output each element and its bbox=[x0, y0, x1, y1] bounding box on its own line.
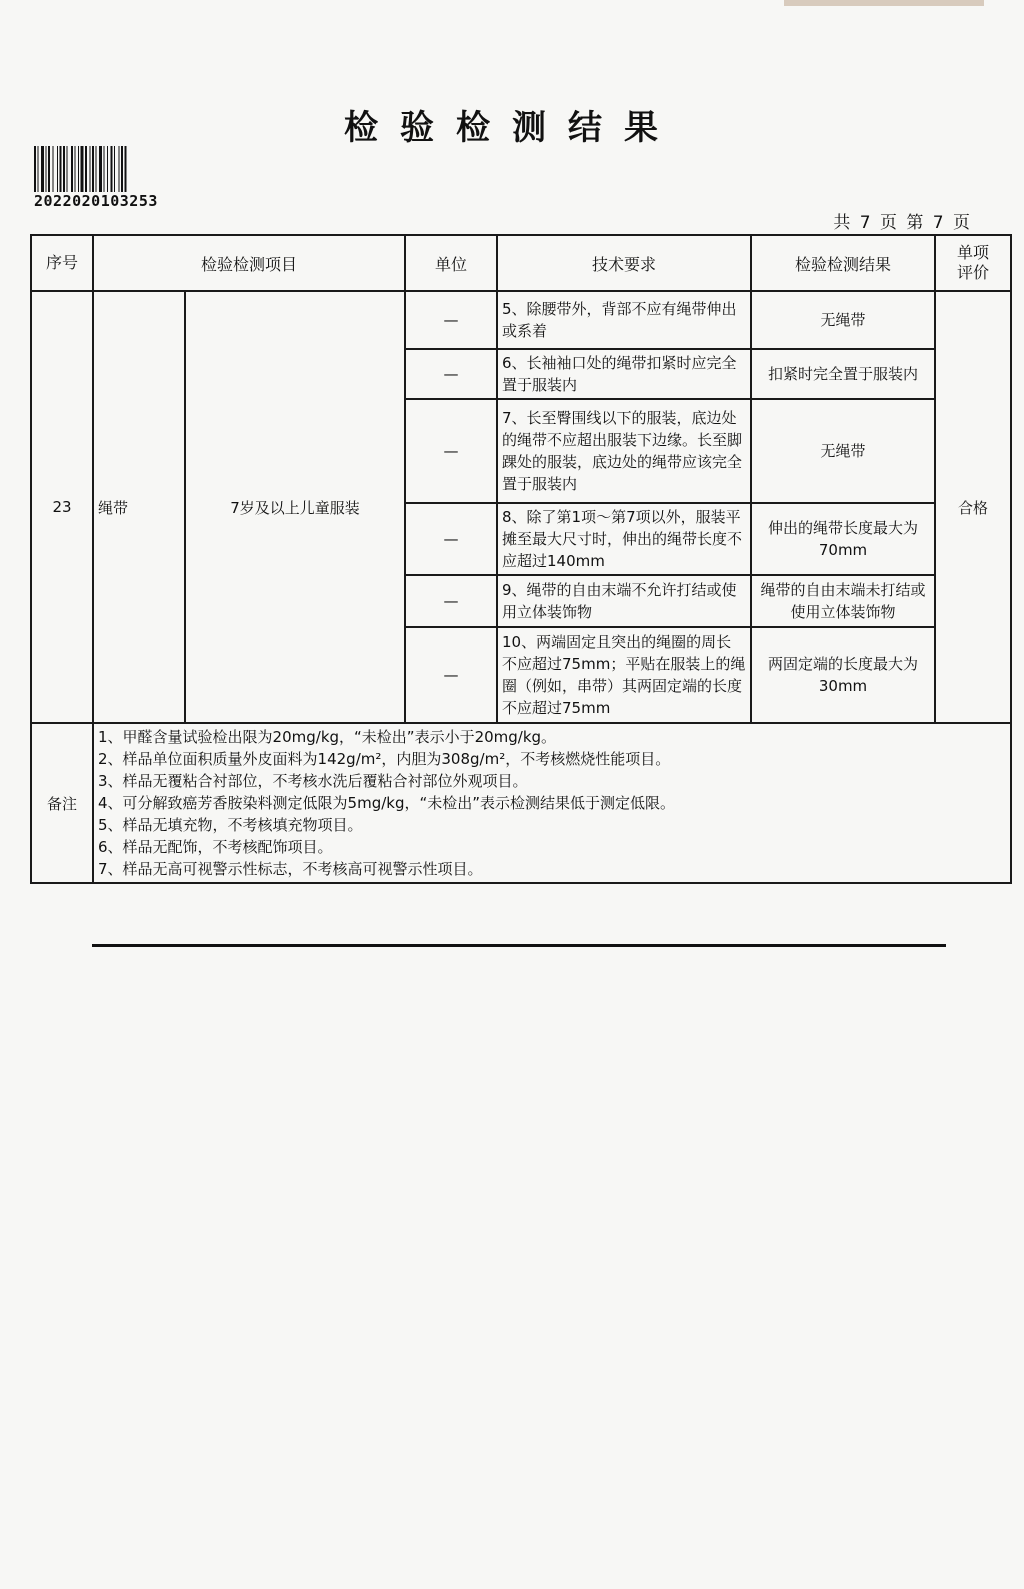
remarks-list bbox=[93, 723, 1011, 883]
header-item: 检验检测项目 bbox=[93, 235, 405, 291]
requirement-cell: 7、长至臀围线以下的服装，底边处的绳带不应超出服装下边缘。长至脚踝处的服装，底边处的绳带应该完全置于服装内 bbox=[497, 399, 751, 503]
document-title: 检验检测结果 bbox=[344, 108, 680, 148]
remarks-label: 备注 bbox=[31, 723, 93, 883]
requirement-cell: 8、除了第1项～第7项以外，服装平摊至最大尺寸时，伸出的绳带长度不应超过140mm bbox=[497, 503, 751, 575]
unit-cell: — bbox=[405, 575, 497, 627]
header-result: 检验检测结果 bbox=[751, 235, 935, 291]
result-cell: 无绳带 bbox=[751, 399, 935, 503]
evaluation-cell: 合格 bbox=[935, 291, 1011, 723]
item-sub-cell: 7岁及以上儿童服装 bbox=[185, 291, 405, 723]
unit-cell: — bbox=[405, 627, 497, 723]
remark-item: 3、样品无覆粘合衬部位，不考核水洗后覆粘合衬部位外观项目。 bbox=[98, 772, 528, 790]
header-seq: 序号 bbox=[31, 235, 93, 291]
unit-cell: — bbox=[405, 503, 497, 575]
unit-cell: — bbox=[405, 399, 497, 503]
remarks-row bbox=[31, 723, 1011, 883]
barcode-graphic bbox=[34, 146, 194, 192]
remark-item: 4、可分解致癌芳香胺染料测定低限为5mg/kg，“未检出”表示检测结果低于测定低限。 bbox=[98, 794, 676, 812]
result-cell: 两固定端的长度最大为30mm bbox=[751, 627, 935, 723]
barcode-number: 2022020103253 bbox=[34, 192, 158, 210]
results-table bbox=[30, 234, 1012, 884]
remark-item: 6、样品无配饰，不考核配饰项目。 bbox=[98, 838, 333, 856]
scan-artifact bbox=[784, 0, 984, 6]
barcode bbox=[34, 146, 204, 210]
result-cell: 无绳带 bbox=[751, 291, 935, 349]
footer-divider bbox=[92, 944, 946, 947]
table-row bbox=[31, 291, 1011, 349]
result-cell: 扣紧时完全置于服装内 bbox=[751, 349, 935, 399]
requirement-cell: 9、绳带的自由末端不允许打结或使用立体装饰物 bbox=[497, 575, 751, 627]
result-cell: 绳带的自由末端未打结或使用立体装饰物 bbox=[751, 575, 935, 627]
remark-item: 5、样品无填充物，不考核填充物项目。 bbox=[98, 816, 363, 834]
header-requirement: 技术要求 bbox=[497, 235, 751, 291]
remark-item: 2、样品单位面积质量外皮面料为142g/m²，内胆为308g/m²，不考核燃烧性能项目。 bbox=[98, 750, 671, 768]
header-unit: 单位 bbox=[405, 235, 497, 291]
unit-cell: — bbox=[405, 349, 497, 399]
table-header-row bbox=[31, 235, 1011, 291]
header-evaluation: 单项评价 bbox=[935, 235, 1011, 291]
item-name-cell: 绳带 bbox=[93, 291, 185, 723]
seq-cell: 23 bbox=[31, 291, 93, 723]
page-info: 共 7 页 第 7 页 bbox=[833, 213, 972, 233]
result-cell: 伸出的绳带长度最大为70mm bbox=[751, 503, 935, 575]
requirement-cell: 6、长袖袖口处的绳带扣紧时应完全置于服装内 bbox=[497, 349, 751, 399]
unit-cell: — bbox=[405, 291, 497, 349]
requirement-cell: 10、两端固定且突出的绳圈的周长不应超过75mm；平贴在服装上的绳圈（例如，串带）其两固定端的长度不应超过75mm bbox=[497, 627, 751, 723]
requirement-cell: 5、除腰带外，背部不应有绳带伸出或系着 bbox=[497, 291, 751, 349]
remark-item: 7、样品无高可视警示性标志，不考核高可视警示性项目。 bbox=[98, 860, 483, 878]
remark-item: 1、甲醛含量试验检出限为20mg/kg，“未检出”表示小于20mg/kg。 bbox=[98, 728, 557, 746]
